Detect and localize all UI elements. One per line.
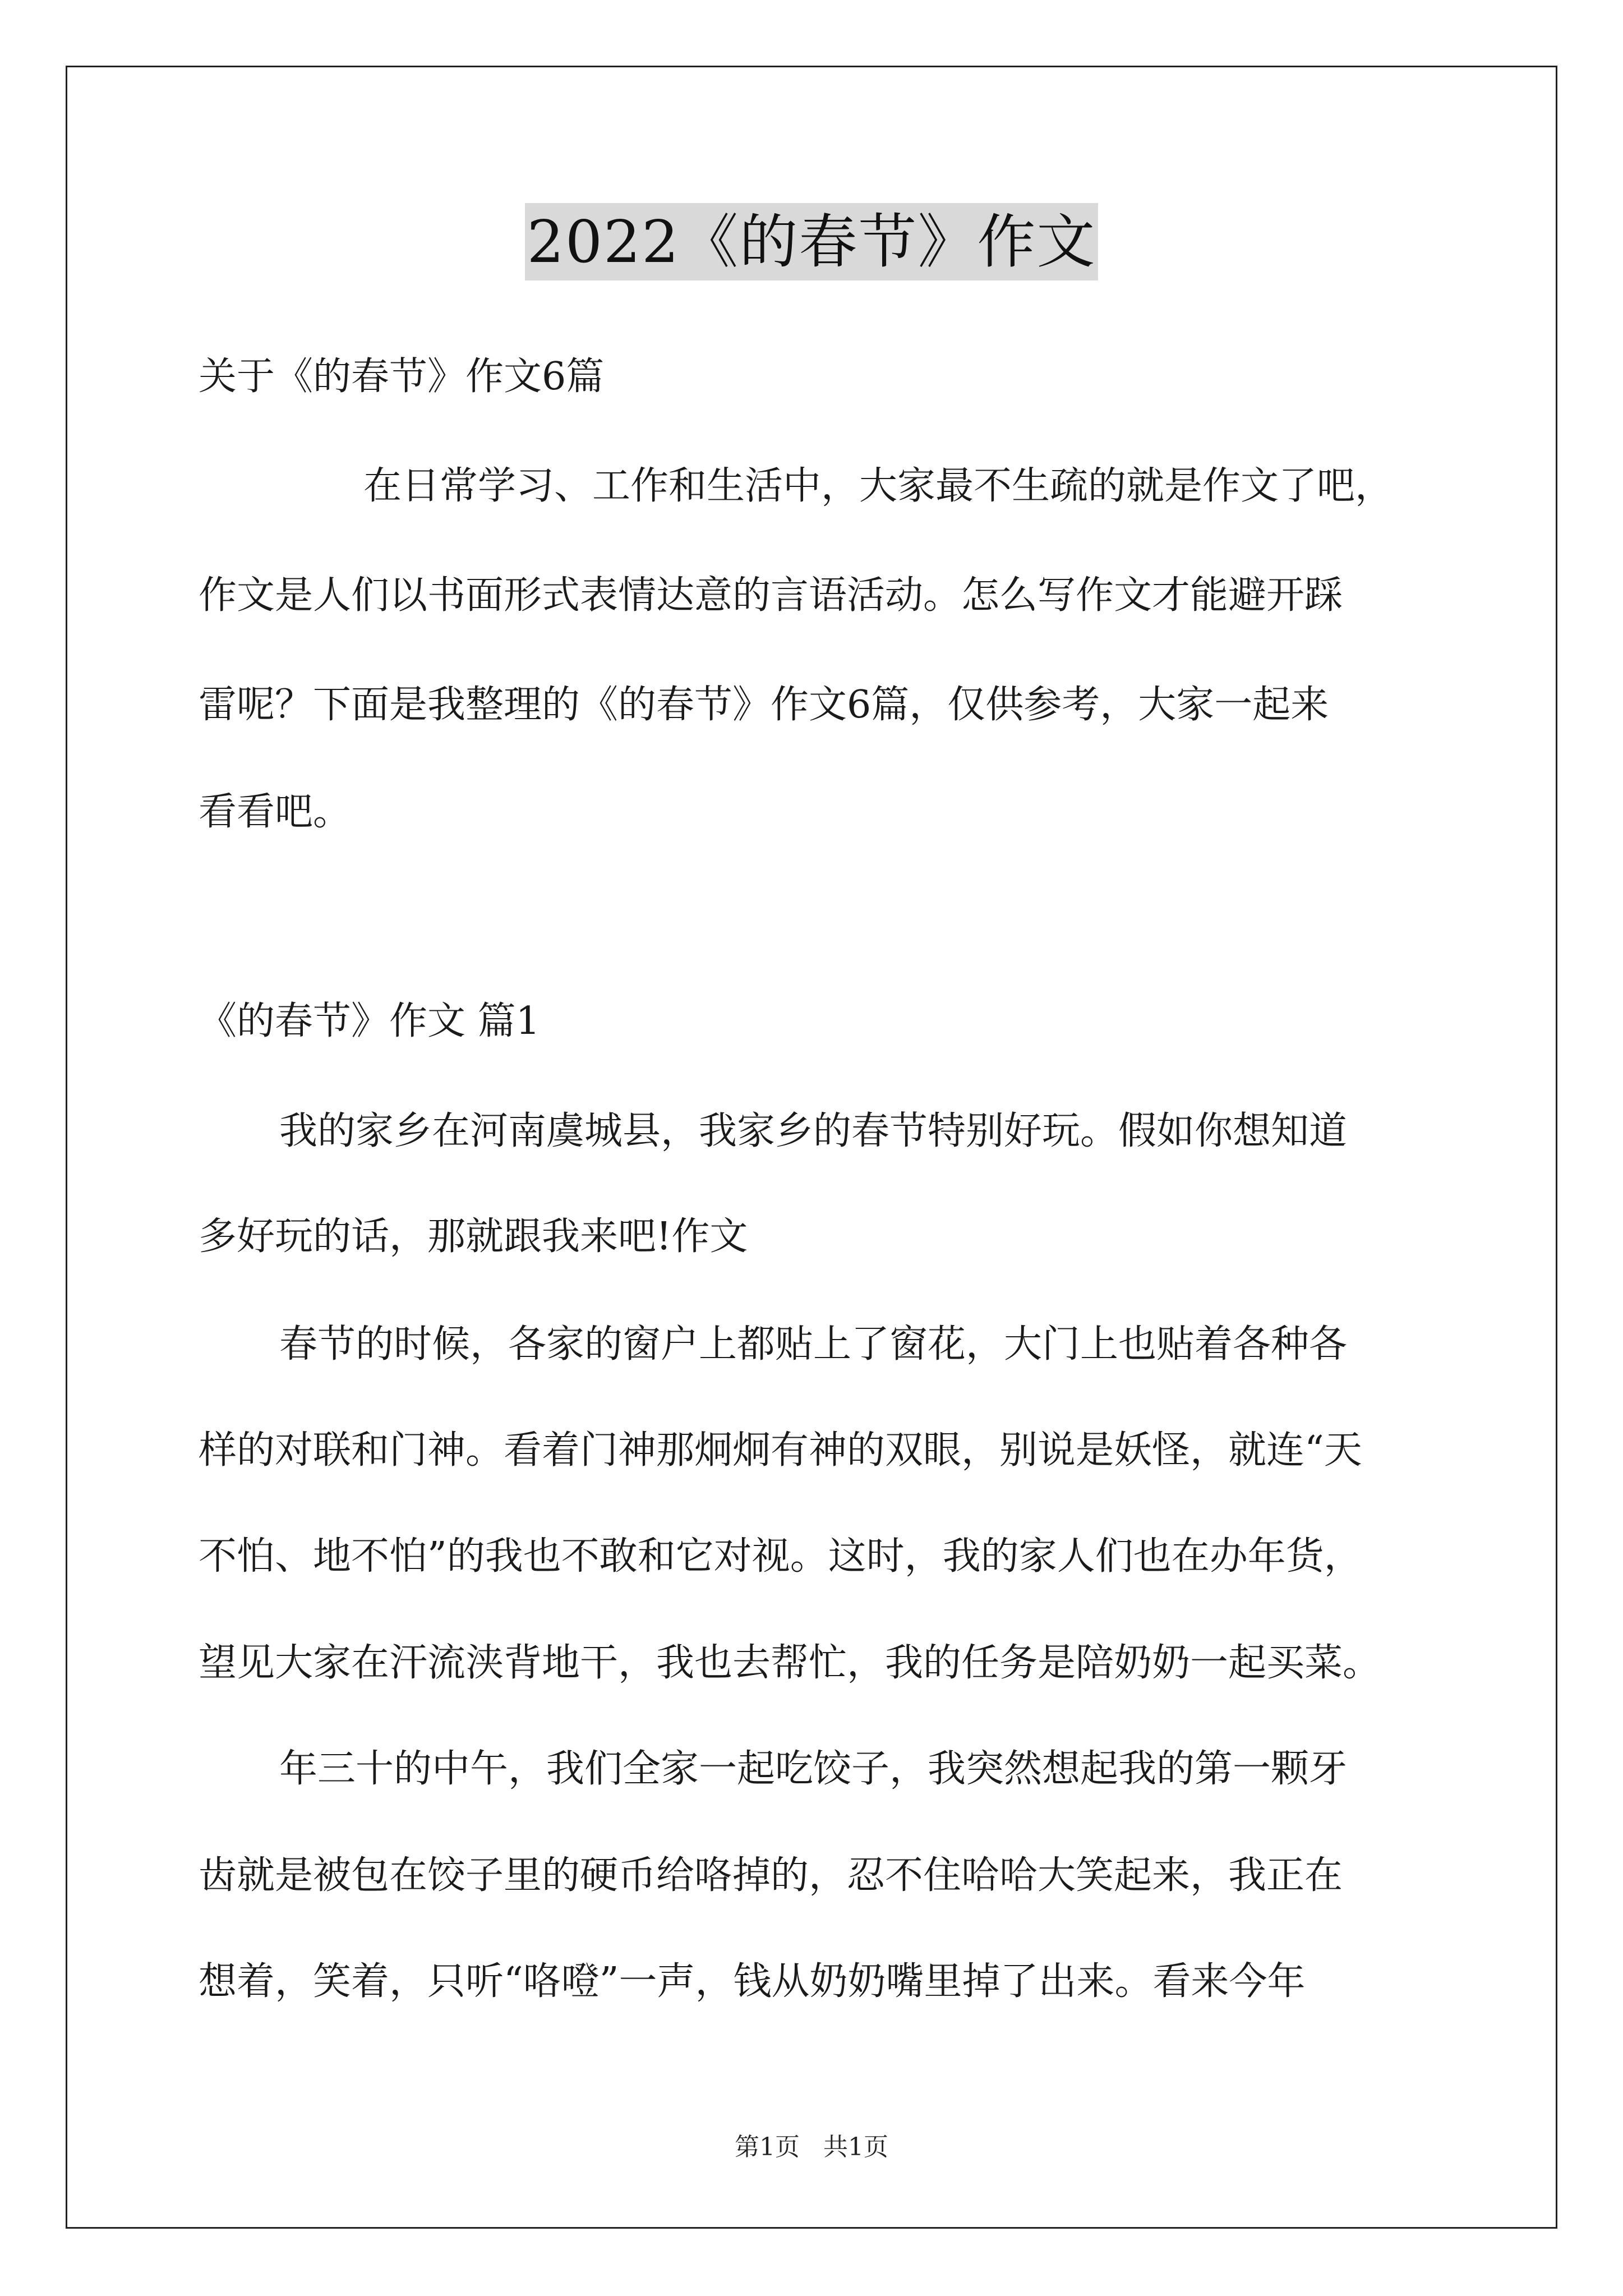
document-subtitle: 关于《的春节》作文6篇 [199,355,605,399]
title-container [0,203,1623,280]
document-title: 2022《的春节》作文 [525,203,1099,280]
page-footer [0,2132,1623,2163]
intro-line-3: 雷呢？下面是我整理的《的春节》作文6篇，仅供参考，大家一起来 [199,683,1329,727]
intro-line-2: 作文是人们以书面形式表情达意的言语活动。怎么写作文才能避开踩 [199,573,1343,618]
paragraph2-line-3: 不怕、地不怕”的我也不敢和它对视。这时，我的家人们也在办年货， [199,1534,1362,1579]
paragraph2-line-1: 春节的时候，各家的窗户上都贴上了窗花，大门上也贴着各种各 [279,1322,1348,1366]
paragraph1-line-2: 多好玩的话，那就跟我来吧!作文 [199,1214,748,1259]
paragraph2-line-2: 样的对联和门神。看着门神那炯炯有神的双眼，别说是妖怪，就连“天 [199,1428,1362,1473]
intro-line-4: 看看吧。 [199,790,352,834]
section-heading: 《的春节》作文 篇1 [199,999,540,1043]
paragraph1-line-1: 我的家乡在河南虞城县，我家乡的春节特别好玩。假如你想知道 [279,1109,1348,1153]
intro-line-1: 在日常学习、工作和生活中，大家最不生疏的就是作文了吧， [363,464,1394,508]
paragraph3-line-2: 齿就是被包在饺子里的硬币给咯掉的，忍不住哈哈大笑起来，我正在 [199,1853,1343,1898]
paragraph3-line-3: 想着，笑着，只听“咯噔”一声，钱从奶奶嘴里掉了出来。看来今年 [199,1959,1306,2004]
page-number: 第1页 [735,2133,800,2161]
paragraph3-line-1: 年三十的中午，我们全家一起吃饺子，我突然想起我的第一颗牙 [279,1747,1348,1791]
paragraph2-line-4: 望见大家在汗流浃背地干，我也去帮忙，我的任务是陪奶奶一起买菜。 [199,1641,1381,1685]
page-total: 共1页 [823,2133,888,2161]
